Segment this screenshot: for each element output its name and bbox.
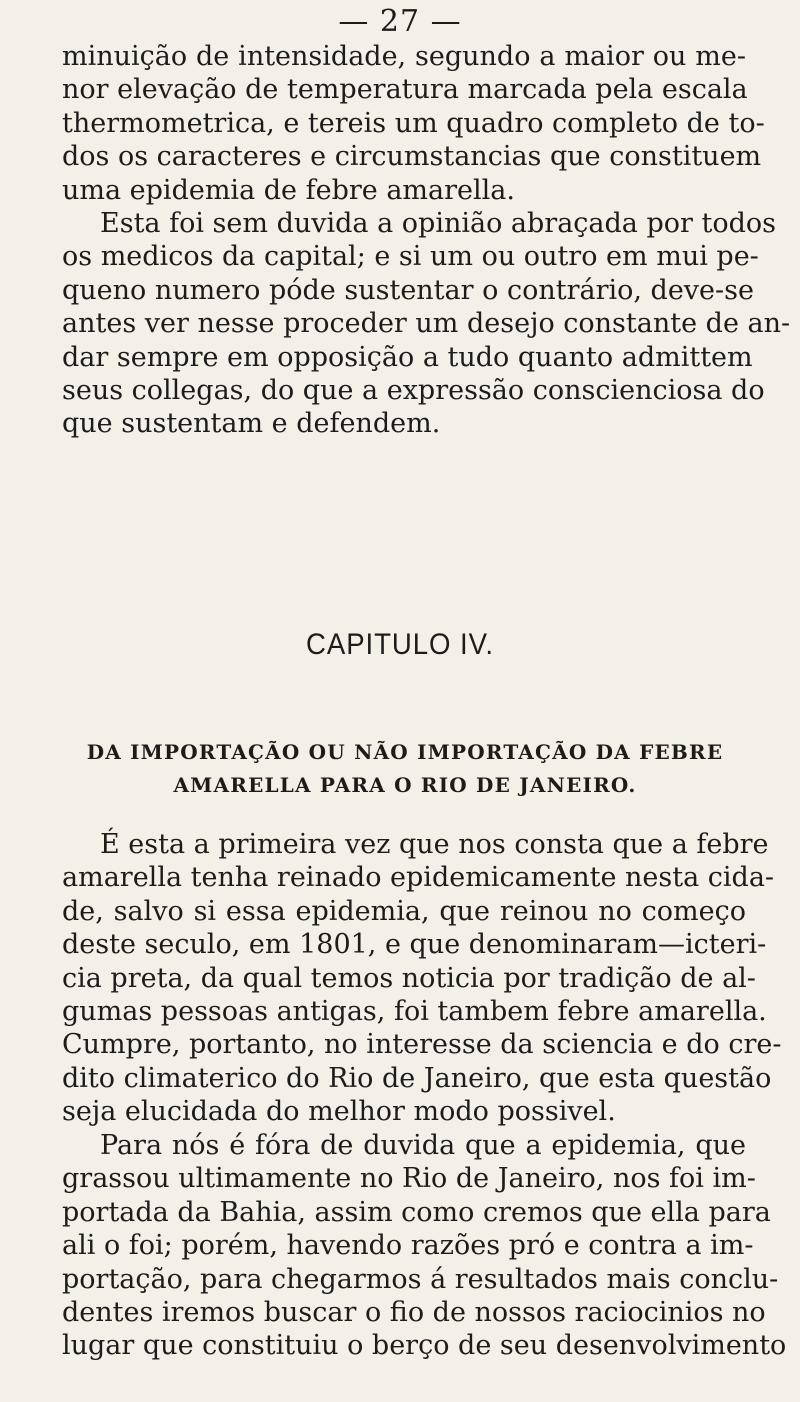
paragraph-continuation (62, 40, 765, 207)
text-line: gumas pessoas antigas, foi tambem febre amarella. (62, 996, 767, 1028)
chapter-subtitle (60, 736, 750, 802)
text-line: É esta a primeira vez que nos consta que a febre (100, 829, 769, 860)
text-line: dentes iremos buscar o fio de nossos raciocinios no (62, 1297, 766, 1329)
text-line: dito climaterico do Rio de Janeiro, que esta questão (62, 1062, 772, 1094)
text-line: cia preta, da qual temos noticia por tradição de al- (62, 962, 756, 994)
text-line: lugar que constituiu o berço de seu desenvolvimento (62, 1330, 787, 1362)
chapter-subtitle-line: DA IMPORTAÇÃO OU NÃO IMPORTAÇÃO DA FEBRE (86, 740, 724, 764)
text-line: deste seculo, em 1801, e que denominaram—icteri- (62, 929, 767, 961)
text-line: que sustentam e defendem. (62, 408, 441, 440)
text-line: thermometrica, e tereis um quadro completo de to- (62, 107, 765, 139)
text-line: Cumpre, portanto, no interesse da sciencia e do cre- (62, 1029, 782, 1061)
page-number: — 27 — (338, 4, 462, 39)
text-line: queno numero póde sustentar o contrário, deve-se (62, 274, 754, 306)
text-line: Para nós é fóra de duvida que a epidemia, que (100, 1130, 746, 1161)
paragraph-opinion (62, 207, 791, 441)
text-line: antes ver nesse proceder um desejo constante de an- (62, 308, 791, 340)
chapter-subtitle-line: AMARELLA PARA O RIO DE JANEIRO. (173, 773, 637, 797)
text-line: seus collegas, do que a expressão conscienciosa do (62, 375, 765, 407)
text-line: dos os caracteres e circumstancias que constituem (62, 141, 762, 173)
paragraph-importation (62, 1129, 787, 1363)
paragraph-chapter-intro (62, 828, 782, 1129)
text-line: ali o foi; porém, havendo razões pró e contra a im- (62, 1230, 754, 1262)
text-line: de, salvo si essa epidemia, que reinou no começo (62, 895, 746, 927)
text-line: os medicos da capital; e si um ou outro em mui pe- (62, 241, 759, 273)
text-line: portação, para chegarmos á resultados mais conclu- (62, 1263, 779, 1295)
text-line: amarella tenha reinado epidemicamente nesta cida- (62, 862, 775, 894)
text-line: grassou ultimamente no Rio de Janeiro, nos foi im- (62, 1163, 756, 1195)
text-line: minuição de intensidade, segundo a maior ou me- (62, 41, 746, 72)
text-line: portada da Bahia, assim como cremos que ella para (62, 1196, 771, 1228)
chapter-title: CAPITULO IV. (306, 628, 494, 661)
text-line: dar sempre em opposição a tudo quanto admittem (62, 341, 753, 373)
text-line: nor elevação de temperatura marcada pela escala (62, 74, 748, 106)
text-line: seja elucidada do melhor modo possivel. (62, 1096, 616, 1128)
text-line: Esta foi sem duvida a opinião abraçada por todos (100, 208, 777, 239)
text-line: uma epidemia de febre amarella. (62, 174, 515, 206)
